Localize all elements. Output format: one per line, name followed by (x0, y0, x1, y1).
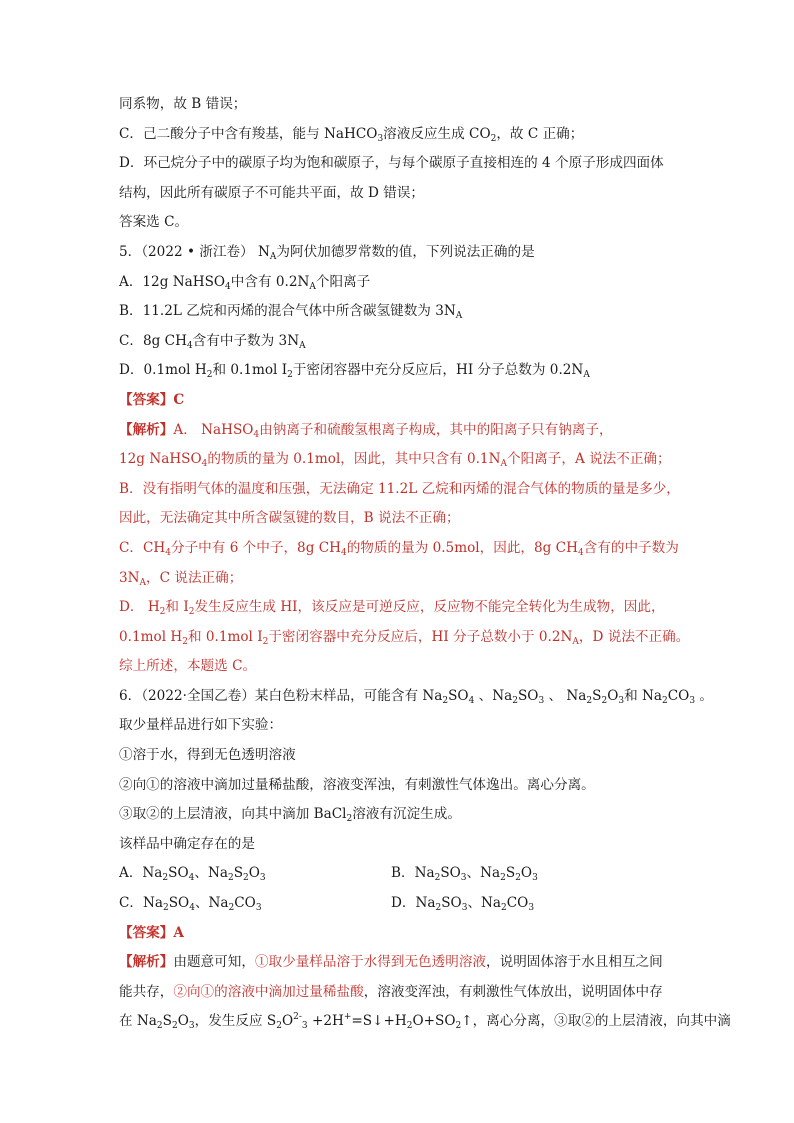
subscript: 2 (228, 903, 235, 914)
subscript: 2 (159, 607, 166, 618)
text: 和 0.1mol I (212, 362, 288, 379)
subscript: 2 (276, 1021, 282, 1032)
explanation-line (119, 564, 689, 594)
text: C．CH (119, 539, 166, 556)
text: S (233, 865, 244, 882)
subscript: 2 (262, 636, 269, 647)
question-5-stem (119, 238, 689, 268)
subscript: 2 (500, 873, 506, 884)
subscript: 3 (188, 1021, 195, 1032)
text: SO (168, 895, 190, 912)
text: 个阳离子，A 说法不正确； (506, 451, 671, 468)
subscript: 4 (577, 547, 584, 558)
text: ↑，离心分离，③取②的上层清液，向其中滴 (461, 1013, 731, 1030)
subscript: 2 (243, 873, 249, 884)
highlight-text: ①取少量样品溶于水得到无色透明溶液 (254, 954, 487, 971)
subscript: 3 (618, 695, 625, 706)
text: 、Na (467, 895, 502, 912)
subscript: A (583, 370, 590, 381)
text: S (162, 1013, 172, 1030)
subscript: 2 (662, 695, 668, 706)
subscript: 2 (206, 370, 213, 381)
text: ，发生反应 S (194, 1013, 277, 1030)
explanation-line (119, 948, 689, 978)
text: O+SO (412, 1013, 456, 1030)
text: ，D 说法不正确。 (578, 628, 690, 645)
subscript: 2 (162, 873, 169, 884)
question-6-option-d (391, 889, 663, 919)
subscript: 3 (255, 903, 262, 914)
question-6-options-row (119, 859, 689, 889)
text: 为阿伏加德罗常数的值，下列说法正确的是 (276, 243, 535, 260)
subscript: 2 (515, 873, 521, 884)
subscript: 4 (468, 695, 475, 706)
answer-label: 【答案】 (119, 924, 174, 941)
subscript: 4 (225, 281, 231, 292)
subscript: 3 (689, 695, 696, 706)
text: O (520, 865, 533, 882)
subscript: 4 (186, 340, 193, 351)
text: 中含有 0.2N (230, 273, 310, 290)
subscript: 2 (182, 636, 188, 647)
subscript: 3 (377, 133, 384, 144)
explanation-line (119, 593, 689, 623)
text: 6．（2022·全国乙卷）某白色粉末样品，可能含有 Na (119, 687, 443, 704)
text: 的物质的量为 0.5mol，因此，8g CH (346, 539, 578, 556)
subscript: A (269, 251, 277, 262)
text: ③取②的上层清液，向其中滴加 BaCl (119, 806, 347, 823)
text: 、Na (194, 895, 229, 912)
text: 取少量样品进行如下实验： (119, 717, 283, 734)
text: 能共存， (119, 983, 174, 1000)
explanation-line (119, 623, 689, 653)
subscript: 4 (165, 547, 171, 558)
subscript: 2 (156, 1021, 163, 1032)
text: B．11.2L 乙烷和丙烯的混合气体中所含碳氢键数为 3N (119, 303, 456, 320)
explanation-line (119, 416, 689, 446)
subscript: 2 (442, 695, 449, 706)
text-line (119, 771, 689, 801)
subscript: 2 (490, 133, 497, 144)
subscript: 2 (586, 695, 593, 706)
superscript: + (343, 1012, 352, 1023)
subscript: 2 (501, 903, 507, 914)
subscript: 3 (460, 873, 467, 884)
question-6-stem (119, 682, 713, 712)
text-line (119, 741, 689, 771)
explanation-line (119, 652, 689, 682)
text: SO (440, 865, 461, 882)
text-line (119, 149, 689, 179)
question-5-option-a (119, 268, 689, 298)
explanation-line (119, 445, 689, 475)
text-line (119, 179, 689, 209)
explanation-line (119, 1007, 731, 1037)
text: SO (448, 687, 469, 704)
text-line (119, 800, 689, 830)
text: ，C 说法正确； (146, 569, 243, 586)
text: 因此，无法确定其中所含碳氢键的数目，B 说法不正确； (119, 510, 460, 527)
text: 、Na (466, 865, 501, 882)
subscript: 2 (163, 903, 169, 914)
subscript: 2 (601, 695, 608, 706)
subscript: 4 (189, 903, 195, 914)
question-5-option-d (119, 356, 689, 386)
answer-label: 【答案】 (119, 391, 174, 408)
text: ，说明固体溶于水且相互之间 (486, 954, 663, 971)
subscript: 2 (287, 370, 293, 381)
text: B．Na (391, 865, 435, 882)
text-line (119, 208, 689, 238)
text: 溶液反应生成 CO (383, 125, 491, 142)
text: 由题意可知， (173, 954, 255, 971)
text: 和 0.1mol I (187, 628, 263, 645)
text: 分子中有 6 个中子，8g CH (171, 539, 341, 556)
text: D．0.1mol H (119, 362, 207, 379)
text: 和 Na (624, 687, 663, 704)
superscript: 2- (293, 1012, 302, 1023)
question-6-option-b (391, 859, 663, 889)
text: 12g NaHSO (119, 451, 202, 468)
text: ，溶液变浑浊，有刺激性气体放出，说明固体中存 (363, 983, 663, 1000)
subscript: 4 (188, 873, 195, 884)
text: C．Na (119, 895, 163, 912)
text: 含有的中子数为 (583, 539, 679, 556)
text: ①溶于水，得到无色透明溶液 (119, 747, 296, 764)
question-5-option-b (119, 297, 689, 327)
text: 答案选 C。 (119, 214, 189, 231)
explanation-label: 【解析】 (119, 954, 174, 971)
subscript: A (139, 577, 147, 588)
explanation-line (119, 475, 689, 505)
question-6-option-a (119, 859, 391, 889)
subscript: 3 (528, 903, 535, 914)
text: 同系物，故 B 错误； (119, 96, 247, 112)
text: C．8g CH (119, 332, 187, 349)
text: 于密闭容器中充分反应后，HI 分子总数为 0.2N (292, 362, 584, 379)
subscript: 2 (434, 873, 441, 884)
explanation-label: 【解析】 (119, 421, 174, 438)
text: SO (517, 687, 539, 704)
text: C．己二酸分子中含有羧基，能与 NaHCO (119, 125, 378, 142)
text: 3N (119, 569, 140, 586)
text: O (281, 1013, 294, 1030)
text: 结构，因此所有碳原子不可能共平面，故 D 错误； (119, 184, 425, 201)
text: CO (667, 687, 690, 704)
subscript: 2 (171, 1021, 178, 1032)
text: 0.1mol H (119, 628, 183, 645)
subscript: 3 (538, 695, 545, 706)
subscript: A (299, 340, 306, 351)
text: 、Na (474, 687, 513, 704)
subscript: 2 (512, 695, 518, 706)
text: B．没有指明气体的温度和压强，无法确定 11.2L 乙烷和丙烯的混合气体的物质的量是多少， (119, 480, 680, 497)
subscript: 2 (188, 607, 195, 618)
subscript: 3 (301, 1021, 308, 1032)
text: O (248, 865, 260, 882)
text: A． NaHSO (173, 421, 254, 438)
document-page (119, 90, 731, 1037)
text: ，故 C 正确； (496, 125, 584, 142)
subscript: 2 (406, 1021, 413, 1032)
subscript: 3 (259, 873, 266, 884)
text: +2H (307, 1013, 344, 1030)
text: 在 Na (119, 1013, 157, 1030)
explanation-line (119, 534, 689, 564)
text: 个阳离子 (315, 273, 371, 290)
text: D．Na (391, 895, 436, 912)
question-6-option-c (119, 889, 391, 919)
text: 发生反应生成 HI，该反应是可逆反应，反应物不能完全转化为生成物，因此， (194, 599, 665, 616)
text: =S↓+H (351, 1013, 407, 1030)
text: ②向①的溶液中滴加过量稀盐酸，溶液变浑浊，有刺激性气体逸出。离心分离。 (119, 776, 595, 793)
explanation-line (119, 978, 689, 1008)
text: A．Na (119, 865, 163, 882)
text: O (607, 687, 619, 704)
subscript: A (455, 311, 463, 322)
subscript: A (309, 281, 316, 292)
subscript: 3 (461, 903, 468, 914)
answer-value: C (173, 391, 185, 408)
text: D．环己烷分子中的碳原子均为饱和碳原子，与每个碳原子直接相连的 4 个原子形成四面体 (119, 155, 664, 172)
highlight-text: ②向①的溶液中滴加过量稀盐酸 (173, 983, 364, 1000)
text: 由钠离子和硫酸氢根离子构成，其中的阳离子只有钠离子， (259, 421, 613, 438)
text-line (119, 830, 689, 860)
text: O (177, 1013, 189, 1030)
text: 该样品中确定存在的是 (119, 835, 255, 852)
answer-value: A (173, 924, 184, 941)
text: SO (441, 895, 462, 912)
subscript: 4 (340, 547, 347, 558)
explanation-line (119, 504, 689, 534)
subscript: 2 (455, 1021, 462, 1032)
subscript: 4 (253, 429, 260, 440)
subscript: 4 (201, 459, 208, 470)
subscript: 2 (227, 873, 234, 884)
text-line (119, 120, 689, 150)
text: 的物质的量为 0.1mol，因此，其中只含有 0.1N (207, 451, 501, 468)
text: 和 I (165, 599, 189, 616)
text: 。 (695, 687, 713, 704)
text: D． H (119, 599, 160, 616)
text: 于密闭容器中充分反应后，HI 分子总数小于 0.2N (268, 628, 573, 645)
text: 含有中子数为 3N (192, 332, 300, 349)
text: A．12g NaHSO (119, 273, 226, 290)
text-line (119, 90, 689, 120)
text: 综上所述，本题选 C。 (119, 658, 257, 675)
text: 、Na (194, 865, 228, 882)
text: S (592, 687, 602, 704)
question-5-option-c (119, 327, 689, 357)
subscript: 2 (435, 903, 442, 914)
text: CO (234, 895, 256, 912)
question-5-answer (119, 386, 689, 416)
subscript: 3 (532, 873, 538, 884)
text-line (119, 711, 689, 741)
text: 5．（2022 • 浙江卷） N (119, 243, 270, 260)
subscript: A (500, 459, 507, 470)
question-6-options-row (119, 889, 689, 919)
subscript: A (572, 636, 579, 647)
text: CO (506, 895, 529, 912)
text: 溶液有沉淀生成。 (352, 806, 461, 823)
text: S (505, 865, 516, 882)
text: 、 Na (544, 687, 587, 704)
text: SO (168, 865, 189, 882)
subscript: 2 (346, 814, 353, 825)
question-6-answer (119, 919, 689, 949)
